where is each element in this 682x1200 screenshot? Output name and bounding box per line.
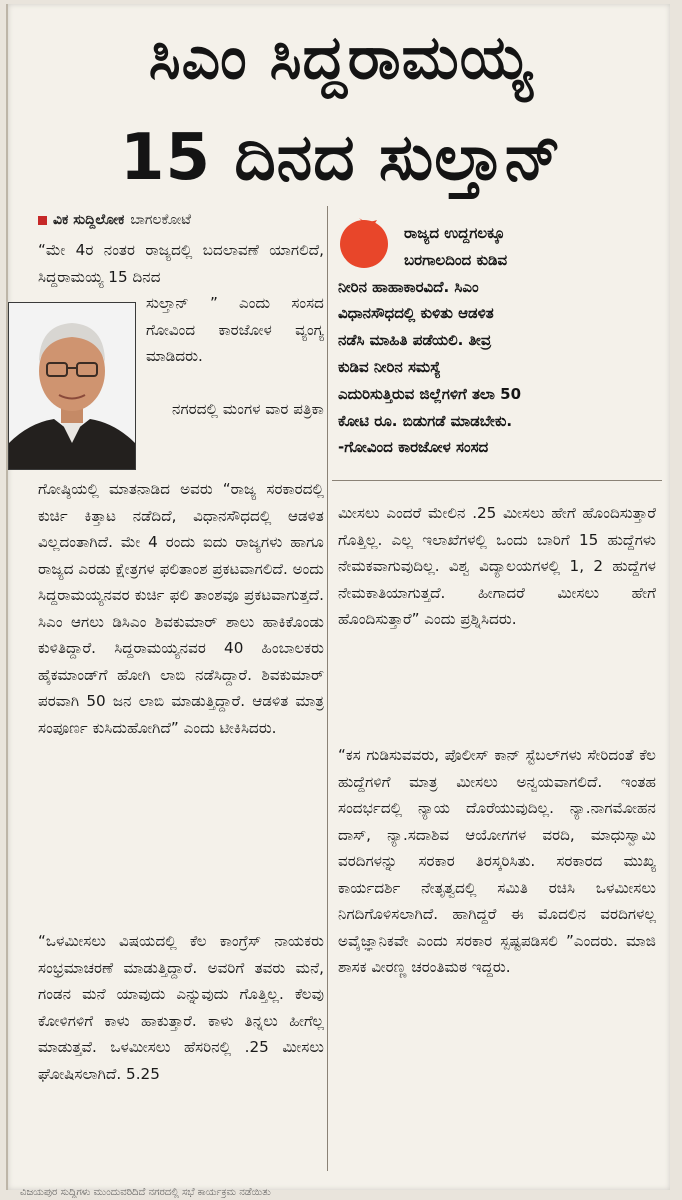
column-divider bbox=[327, 206, 328, 1171]
quote-line-3: ನೀರಿನ ಹಾಹಾಕಾರವಿದೆ. ಸಿಎಂ bbox=[338, 277, 479, 296]
headline-line-1: ಸಿಎಂ ಸಿದ್ದರಾಮಯ್ಯ bbox=[148, 23, 534, 93]
byline bbox=[38, 212, 191, 228]
left-para-1-top: “ಮೇ 4ರ ನಂತರ ರಾಜ್ಯದಲ್ಲಿ ಬದಲಾವಣೆ ಯಾಗಲಿದೆ, ಸಿದ್ದರಾಮಯ್ಯ 15 ದಿನದ bbox=[38, 241, 324, 286]
left-para-2: ಗೋಷ್ಠಿಯಲ್ಲಿ ಮಾತನಾಡಿದ ಅವರು “ರಾಜ್ಯ ಸರಕಾರದಲ್ಲಿ ಕುರ್ಚಿ ಕಿತ್ತಾಟ ನಡೆದಿದೆ, ವಿಧಾನಸೌಧದಲ್ಲಿ ಆಡಳಿತ ವಿಲ್ಲದಂತಾಗಿದೆ. ಮೇ 4 ರಂದು ಐದು ರಾಜ್ಯಗಳು ಹಾಗೂ ರಾಜ್ಯದ ಎರಡು ಕ್ಷೇತ್ರಗಳ ಫಲಿತಾಂಶ ಪ್ರಕಟವಾಗಲಿದೆ. ಅಂದು ಸಿದ್ದರಾಮಯ್ಯನವರ ಕುರ್ಚಿ ಫಲಿ ತಾಂಶವೂ ಪ್ರಕಟವಾಗುತ್ತದೆ. ಸಿಎಂ ಆಗಲು ಡಿಸಿಎಂ ಶಿವಕುಮಾರ್ ಶಾಲು ಹಾಕಿಕೊಂಡು ಕುಳಿತಿದ್ದಾರೆ. ಸಿದ್ದರಾಮಯ್ಯನವರ 40 ಹಿಂಬಾಲಕರು ಹೈಕಮಾಂಡ್‌ಗೆ ಹೋಗಿ ಲಾಬಿ ನಡೆಸಿದ್ದಾರೆ. ಶಿವಕುಮಾರ್ ಪರವಾಗಿ 50 ಜನ ಲಾಬಿ ಮಾಡುತ್ತಿದ್ದಾರೆ. ಆಡಳಿತ ಮಾತ್ರ ಸಂಪೂರ್ಣ ಕುಸಿದುಹೋಗಿದೆ” ಎಂದು ಟೀಕಿಸಿದರು. bbox=[38, 480, 324, 737]
reporter-photo bbox=[8, 302, 136, 470]
byline-place: ಬಾಗಲಕೋಟೆ bbox=[130, 212, 192, 228]
right-para-2: “ಕಸ ಗುಡಿಸುವವರು, ಪೊಲೀಸ್ ಕಾನ್ ಸ್ಟೆಬಲ್‌ಗಳು ಸೇರಿದಂತೆ ಕೆಲ ಹುದ್ದೆಗಳಿಗೆ ಮಾತ್ರ ಮೀಸಲು ಅನ್ವಯವಾಗಲಿದೆ. ಇಂತಹ ಸಂದರ್ಭದಲ್ಲಿ ನ್ಯಾಯ ದೊರೆಯುವುದಿಲ್ಲ. ನ್ಯಾ.ನಾಗಮೋಹನ ದಾಸ್, ನ್ಯಾ.ಸದಾಶಿವ ಆಯೋಗಗಳ ವರದಿ, ಮಾಧುಸ್ವಾಮಿ ವರದಿಗಳನ್ನು ಸರಕಾರ ತಿರಸ್ಕರಿಸಿತು. ಸರಕಾರದ ಮುಖ್ಯ ಕಾರ್ಯದರ್ಶಿ ನೇತೃತ್ವದಲ್ಲಿ ಸಮಿತಿ ರಚಿಸಿ ಒಳಮೀಸಲು ನಿಗದಿಗೊಳಿಸಲಾಗಿದೆ. ಹಾಗಿದ್ದರೆ ಈ ಮೊದಲಿನ ವರದಿಗಳಲ್ಲ ಅವೈಜ್ಞಾನಿಕವೇ ಎಂದು ಸರಕಾರ ಸ್ಪಷ್ಟಪಡಿಸಲಿ ”ಎಂದರು. ಮಾಜಿ ಶಾಸಕ ವೀರಣ್ಣ ಚರಂತಿಮಠ ಇದ್ದರು. bbox=[338, 746, 656, 976]
quote-line-2: ಬರಗಾಲದಿಂದ ಕುಡಿವ bbox=[404, 250, 508, 269]
person-photo-icon bbox=[9, 303, 135, 469]
quote-divider bbox=[332, 480, 662, 481]
quote-line-1: ರಾಜ್ಯದ ಉದ್ದಗಲಕ್ಕೂ bbox=[404, 224, 505, 242]
quote-line-6: ಕುಡಿವ ನೀರಿನ ಸಮಸ್ಯೆ bbox=[338, 357, 441, 376]
left-para-1-wrap: ಸುಲ್ತಾನ್ ” ಎಂದು ಸಂಸದ ಗೋವಿಂದ ಕಾರಜೋಳ ವ್ಯಂಗ್ಯ ಮಾಡಿದರು. bbox=[146, 294, 324, 365]
quote-attribution: -ಗೋವಿಂದ ಕಾರಜೋಳ ಸಂಸದ bbox=[338, 438, 489, 457]
right-para-1: ಮೀಸಲು ಎಂದರೆ ಮೇಲಿನ .25 ಮೀಸಲು ಹೇಗೆ ಹೊಂದಿಸುತ್ತಾರೆ ಗೊತ್ತಿಲ್ಲ. ಎಲ್ಲ ಇಲಾಖೆಗಳಲ್ಲಿ ಒಂದು ಬಾರಿಗೆ 15 ಹುದ್ದೆಗಳು ನೇಮಕವಾಗುವುದಿಲ್ಲ. ವಿಶ್ವ ವಿದ್ಯಾಲಯಗಳಲ್ಲಿ 1, 2 ಹುದ್ದೆಗಳ ನೇಮಕಾತಿಯಾಗುತ್ತದೆ. ಹೀಗಾದರೆ ಮೀಸಲು ಹೇಗೆ ಹೊಂದಿಸುತ್ತಾರೆ” ಎಂದು ಪ್ರಶ್ನಿಸಿದರು. bbox=[338, 504, 656, 628]
quote-line-4: ವಿಧಾನಸೌಧದಲ್ಲಿ ಕುಳಿತು ಆಡಳಿತ bbox=[338, 304, 494, 323]
byline-source: ವಿಕ ಸುದ್ದಿಲೋಕ bbox=[53, 212, 125, 228]
quote-line-7: ಎದುರಿಸುತ್ತಿರುವ ಜಿಲ್ಲೆಗಳಿಗೆ ತಲಾ 50 bbox=[338, 384, 522, 403]
bottom-cut-text: ವಿಜಯಪುರ ಸುದ್ದಿಗಳು ಮುಂದುವರಿದಿದೆ ನಗರದಲ್ಲಿ ಸಭೆ ಕಾರ್ಯಕ್ರಮ ನಡೆಯಿತು bbox=[20, 1188, 271, 1198]
byline-marker-icon bbox=[38, 216, 47, 225]
pull-quote bbox=[338, 220, 656, 461]
left-para-3: “ಒಳಮೀಸಲು ವಿಷಯದಲ್ಲಿ ಕೆಲ ಕಾಂಗ್ರೆಸ್ ನಾಯಕರು ಸಂಭ್ರಮಾಚರಣೆ ಮಾಡುತ್ತಿದ್ದಾರೆ. ಅವರಿಗೆ ತವರು ಮನೆ, ಗಂಡನ ಮನೆ ಯಾವುದು ಎನ್ನುವುದು ಗೊತ್ತಿಲ್ಲ. ಕೆಲವು ಕೋಳಿಗಳಿಗೆ ಕಾಳು ಹಾಕುತ್ತಾರೆ. ಕಾಳು ತಿನ್ನಲು ಹೀಗೆಲ್ಲ ಮಾಡುತ್ತವೆ. ಒಳಮೀಸಲು ಹೆಸರಿನಲ್ಲಿ .25 ಮೀಸಲು ಘೋಷಿಸಲಾಗಿದೆ. 5.25 bbox=[38, 932, 324, 1083]
left-para-2-wrap: ನಗರದಲ್ಲಿ ಮಂಗಳ ವಾರ ಪತ್ರಿಕಾ bbox=[172, 400, 324, 418]
headline-line-2: 15 ದಿನದ ಸುಲ್ತಾನ್ bbox=[119, 121, 563, 195]
quote-line-5: ನಡೆಸಿ ಮಾಹಿತಿ ಪಡೆಯಲಿ. ತೀವ್ರ bbox=[338, 331, 492, 350]
quote-line-8: ಕೋಟಿ ರೂ. ಬಿಡುಗಡೆ ಮಾಡಬೇಕು. bbox=[338, 411, 513, 430]
